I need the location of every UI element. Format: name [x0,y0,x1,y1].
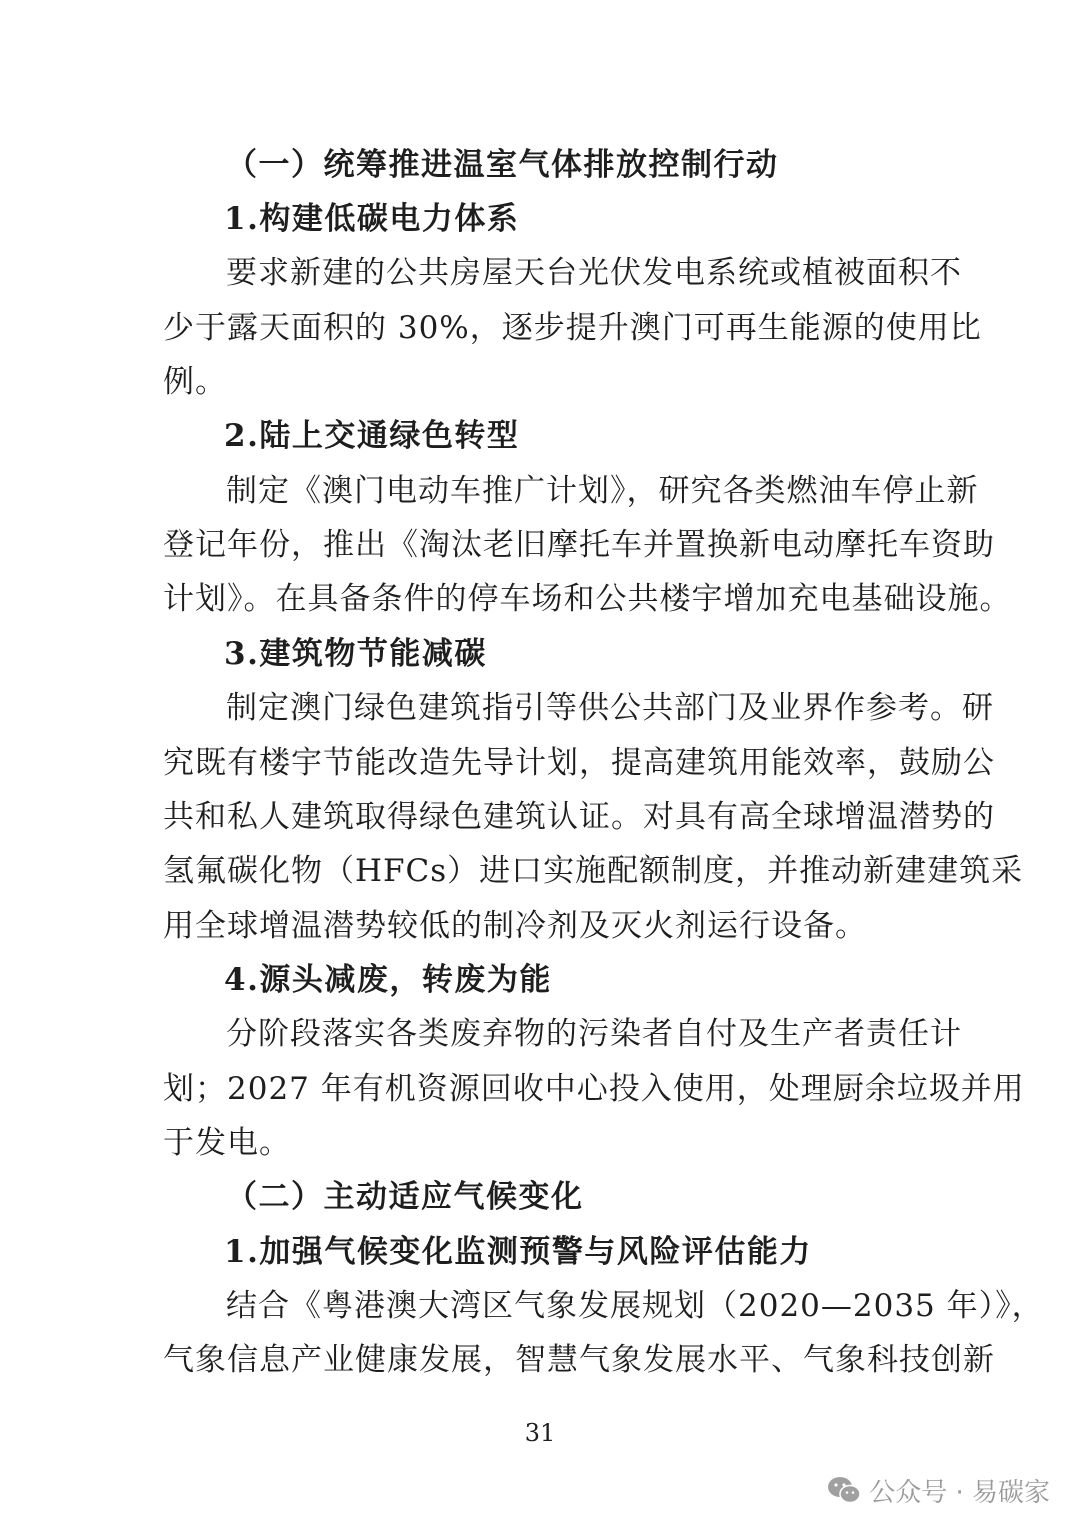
paragraph-line: 要求新建的公共房屋天台光伏发电系统或植被面积不 [226,255,962,291]
paragraph-line: 少于露天面积的 30%，逐步提升澳门可再生能源的使用比 [163,310,982,346]
subheading-1-2: 2.陆上交通绿色转型 [224,418,520,454]
paragraph-line: 结合《粤港澳大湾区气象发展规划（2020—2035 年）》， [226,1288,1044,1324]
paragraph-line: 制定澳门绿色建筑指引等供公共部门及业界作参考。研 [226,690,994,726]
subheading-1-4: 4.源头减废，转废为能 [224,962,552,998]
paragraph-line: 登记年份，推出《淘汰老旧摩托车并置换新电动摩托车资助 [163,527,995,563]
paragraph-line: 氢氟碳化物（HFCs）进口实施配额制度，并推动新建建筑采 [163,853,1024,889]
subheading-1-3: 3.建筑物节能减碳 [224,636,487,672]
paragraph-line: 于发电。 [163,1125,291,1161]
paragraph-line: 划；2027 年有机资源回收中心投入使用，处理厨余垃圾并用 [163,1071,1025,1107]
paragraph-line: 例。 [163,364,227,400]
paragraph-line: 共和私人建筑取得绿色建筑认证。对具有高全球增温潜势的 [163,799,995,835]
paragraph-line: 气象信息产业健康发展，智慧气象发展水平、气象科技创新 [163,1342,995,1378]
watermark [827,1470,1050,1510]
paragraph-line: 计划》。在具备条件的停车场和公共楼宇增加充电基础设施。 [163,581,1012,617]
watermark-text: 公众号 · 易碳家 [869,1477,1050,1508]
paragraph-line: 究既有楼宇节能改造先导计划，提高建筑用能效率，鼓励公 [163,745,995,781]
page-number: 31 [524,1419,556,1447]
paragraph-line: 分阶段落实各类废弃物的污染者自付及生产者责任计 [226,1016,962,1052]
paragraph-line: 用全球增温潜势较低的制冷剂及灭火剂运行设备。 [163,908,867,944]
subheading-2-1: 1.加强气候变化监测预警与风险评估能力 [224,1234,812,1270]
subheading-1-1: 1.构建低碳电力体系 [224,201,520,237]
section-heading-2: （二）主动适应气候变化 [226,1179,584,1215]
wechat-icon [827,1476,861,1504]
paragraph-line: 制定《澳门电动车推广计划》，研究各类燃油车停止新 [226,473,979,509]
section-heading-1: （一）统筹推进温室气体排放控制行动 [226,147,779,183]
